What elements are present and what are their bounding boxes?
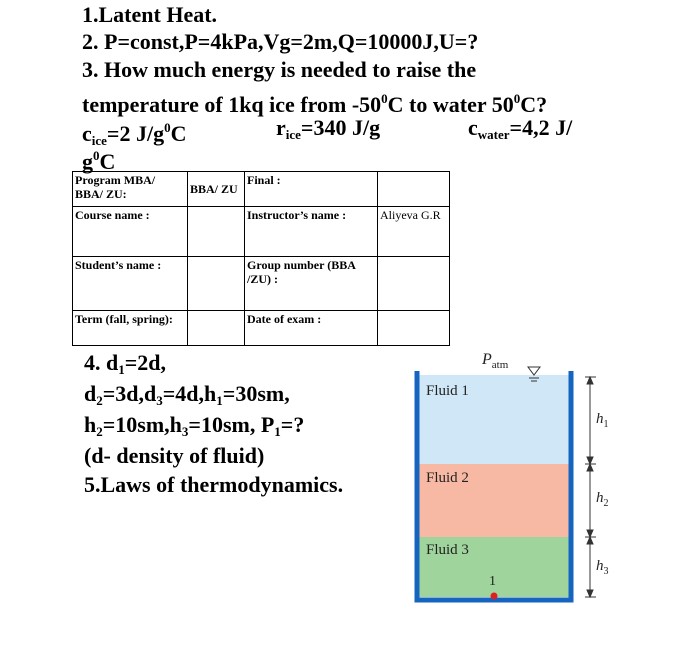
problem-4-line-1: 4. $d_1=2d$, [84, 350, 167, 377]
problem-5: 5.Laws of thermodynamics. [84, 472, 344, 497]
group-label: Group number (BBA /ZU) : [245, 257, 378, 311]
final-value [378, 172, 450, 207]
final-label: Final : [245, 172, 378, 207]
c-ice-value: $c_{ice}=2$ $J/g^0C$ [82, 120, 187, 148]
h2-label: $h_2$ [596, 490, 609, 509]
problem-4-line-2: $d_2=3d,d_3=4d,h_1=30sm$, [84, 381, 290, 408]
student-value [188, 257, 245, 311]
group-value [378, 257, 450, 311]
question-3-line-1: 3. How much energy is needed to raise the [82, 57, 477, 82]
fluid-2-label: Fluid 2 [426, 470, 469, 486]
patm-label: $P_{atm}$ [482, 351, 509, 372]
h3-label: $h_3$ [596, 558, 609, 577]
problem-4-note: (d- density of fluid) [84, 443, 265, 468]
point-1-marker [491, 593, 498, 600]
point-1-label: 1 [489, 574, 496, 589]
question-3-line-2: temperature of 1kq ice from $-50^0C$ to water $50^0C$? [82, 91, 548, 117]
height-dimension-lines [585, 377, 596, 597]
date-value [378, 311, 450, 346]
c-water-value: $c_{water}=4,2$ J/ [468, 115, 573, 142]
instructor-label: Instructor’s name : [245, 207, 378, 257]
term-value [188, 311, 245, 346]
course-label: Course name : [73, 207, 188, 257]
fluid-1-label: Fluid 1 [426, 383, 469, 399]
g-per-c-unit: $g^0C$ [82, 148, 116, 174]
h1-label: $h_1$ [596, 411, 609, 430]
fluid-3-label: Fluid 3 [426, 542, 469, 558]
instructor-value: Aliyeva G.R [378, 207, 450, 257]
fluid-container-figure [410, 345, 610, 605]
question-1: 1.Latent Heat. [82, 2, 218, 27]
problem-4-line-3: $h_2=10sm,h_3=10sm$, $P_1=$? [84, 412, 305, 439]
student-label: Student’s name : [73, 257, 188, 311]
question-2: 2. P=const,P=4kPa,Vg=2m,Q=10000J,U=? [82, 29, 479, 54]
exam-header-table [72, 171, 450, 346]
program-label: Program MBA/ BBA/ ZU: [73, 172, 188, 207]
term-label: Term (fall, spring): [73, 311, 188, 346]
program-value: BBA/ ZU [188, 172, 245, 207]
course-value [188, 207, 245, 257]
r-ice-value: $r_{ice}=340$ J/g [276, 115, 381, 142]
date-label: Date of exam : [245, 311, 378, 346]
